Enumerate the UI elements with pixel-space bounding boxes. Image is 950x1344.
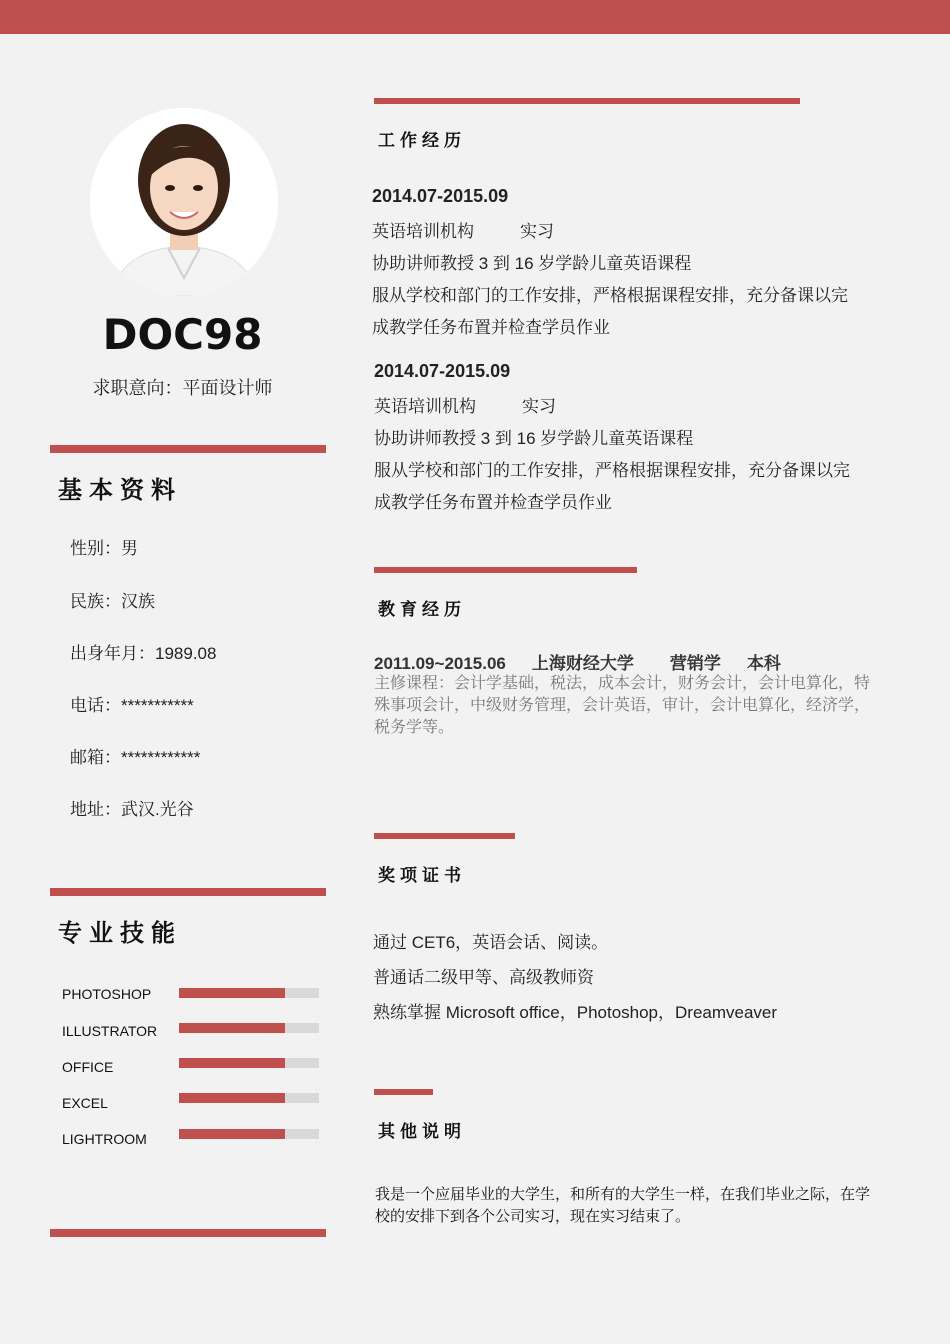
skill-bar-fill (179, 1093, 285, 1103)
skill-track (179, 988, 319, 998)
skill-label: OFFICE (62, 1059, 114, 1075)
work-desc-line: 协助讲师教授 3 到 16 岁学龄儿童英语课程 (374, 429, 694, 448)
education-divider (374, 567, 637, 573)
work-desc-line: 服从学校和部门的工作安排，严格根据课程安排，充分备课以完 (374, 461, 850, 480)
candidate-name: DOC98 (102, 310, 263, 356)
education-major: 营销学 (669, 654, 721, 673)
skill-track (179, 1058, 319, 1068)
work-desc-line: 服从学校和部门的工作安排，严格根据课程安排，充分备课以完 (372, 286, 848, 305)
skill-bar-fill (179, 1023, 285, 1033)
work-title: 工作经历 (378, 131, 466, 150)
education-header (374, 649, 781, 674)
education-courses: 主修课程：会计学基础，税法，成本会计，财务会计，会计电算化，特殊事项会计，中级财务管理，会计英语，审计，会计电算化，经济学，税务学等。 (374, 675, 871, 736)
work-org-role (374, 391, 850, 423)
job-objective: 求职意向：平面设计师 (92, 378, 273, 398)
work-org: 英语培训机构 (372, 222, 474, 241)
basic-info-title: 基本资料 (58, 477, 182, 504)
skill-bar-fill (179, 1129, 285, 1139)
education-title: 教育经历 (378, 600, 466, 619)
work-entry (372, 184, 848, 344)
work-date: 2014.07-2015.09 (374, 361, 511, 381)
person-portrait-icon (90, 108, 278, 296)
work-role: 实习 (522, 397, 556, 416)
info-gender: 性别：男 (70, 539, 138, 558)
education-period: 2011.09~2015.06 (374, 654, 506, 673)
work-entry (374, 359, 850, 519)
skill-track (179, 1023, 319, 1033)
left-bottom-divider (50, 1229, 326, 1237)
basic-info-divider (50, 445, 326, 453)
skill-label: PHOTOSHOP (62, 986, 152, 1002)
skill-bar-fill (179, 988, 285, 998)
work-date: 2014.07-2015.09 (372, 186, 509, 206)
award-item: 熟练掌握 Microsoft office，Photoshop，Dreamveaver (373, 1003, 778, 1022)
other-text: 我是一个应届毕业的大学生，和所有的大学生一样，在我们毕业之际，在学校的安排下到各个公司实习，现在实习结束了。 (375, 1186, 871, 1225)
info-email: 邮箱：************ (70, 748, 201, 767)
skills-divider (50, 888, 326, 896)
work-org: 英语培训机构 (374, 397, 476, 416)
award-item: 通过 CET6，英语会话、阅读。 (373, 933, 609, 952)
skill-track (179, 1093, 319, 1103)
info-ethnicity: 民族：汉族 (70, 592, 155, 611)
work-desc-line: 成教学任务布置并检查学员作业 (374, 493, 612, 512)
education-school: 上海财经大学 (531, 654, 634, 673)
work-desc-line: 协助讲师教授 3 到 16 岁学龄儿童英语课程 (372, 254, 692, 273)
other-divider (374, 1089, 433, 1095)
skill-label: ILLUSTRATOR (62, 1023, 158, 1039)
skill-bar-fill (179, 1058, 285, 1068)
skill-label: EXCEL (62, 1095, 108, 1111)
header-bar (0, 0, 950, 34)
info-address: 地址：武汉.光谷 (70, 800, 194, 819)
awards-divider (374, 833, 515, 839)
skill-track (179, 1129, 319, 1139)
info-phone: 电话：*********** (70, 696, 194, 715)
awards-title: 奖项证书 (378, 866, 466, 885)
profile-photo (90, 108, 278, 296)
info-birth: 出身年月：1989.08 (70, 644, 217, 663)
award-item: 普通话二级甲等、高级教师资 (373, 968, 594, 987)
work-org-role (372, 216, 848, 248)
skills-title: 专业技能 (58, 920, 182, 947)
other-title: 其他说明 (378, 1122, 466, 1141)
skill-label: LIGHTROOM (62, 1131, 147, 1147)
work-desc-line: 成教学任务布置并检查学员作业 (372, 318, 610, 337)
education-degree: 本科 (746, 654, 781, 673)
work-role: 实习 (520, 222, 554, 241)
work-divider (374, 98, 800, 104)
